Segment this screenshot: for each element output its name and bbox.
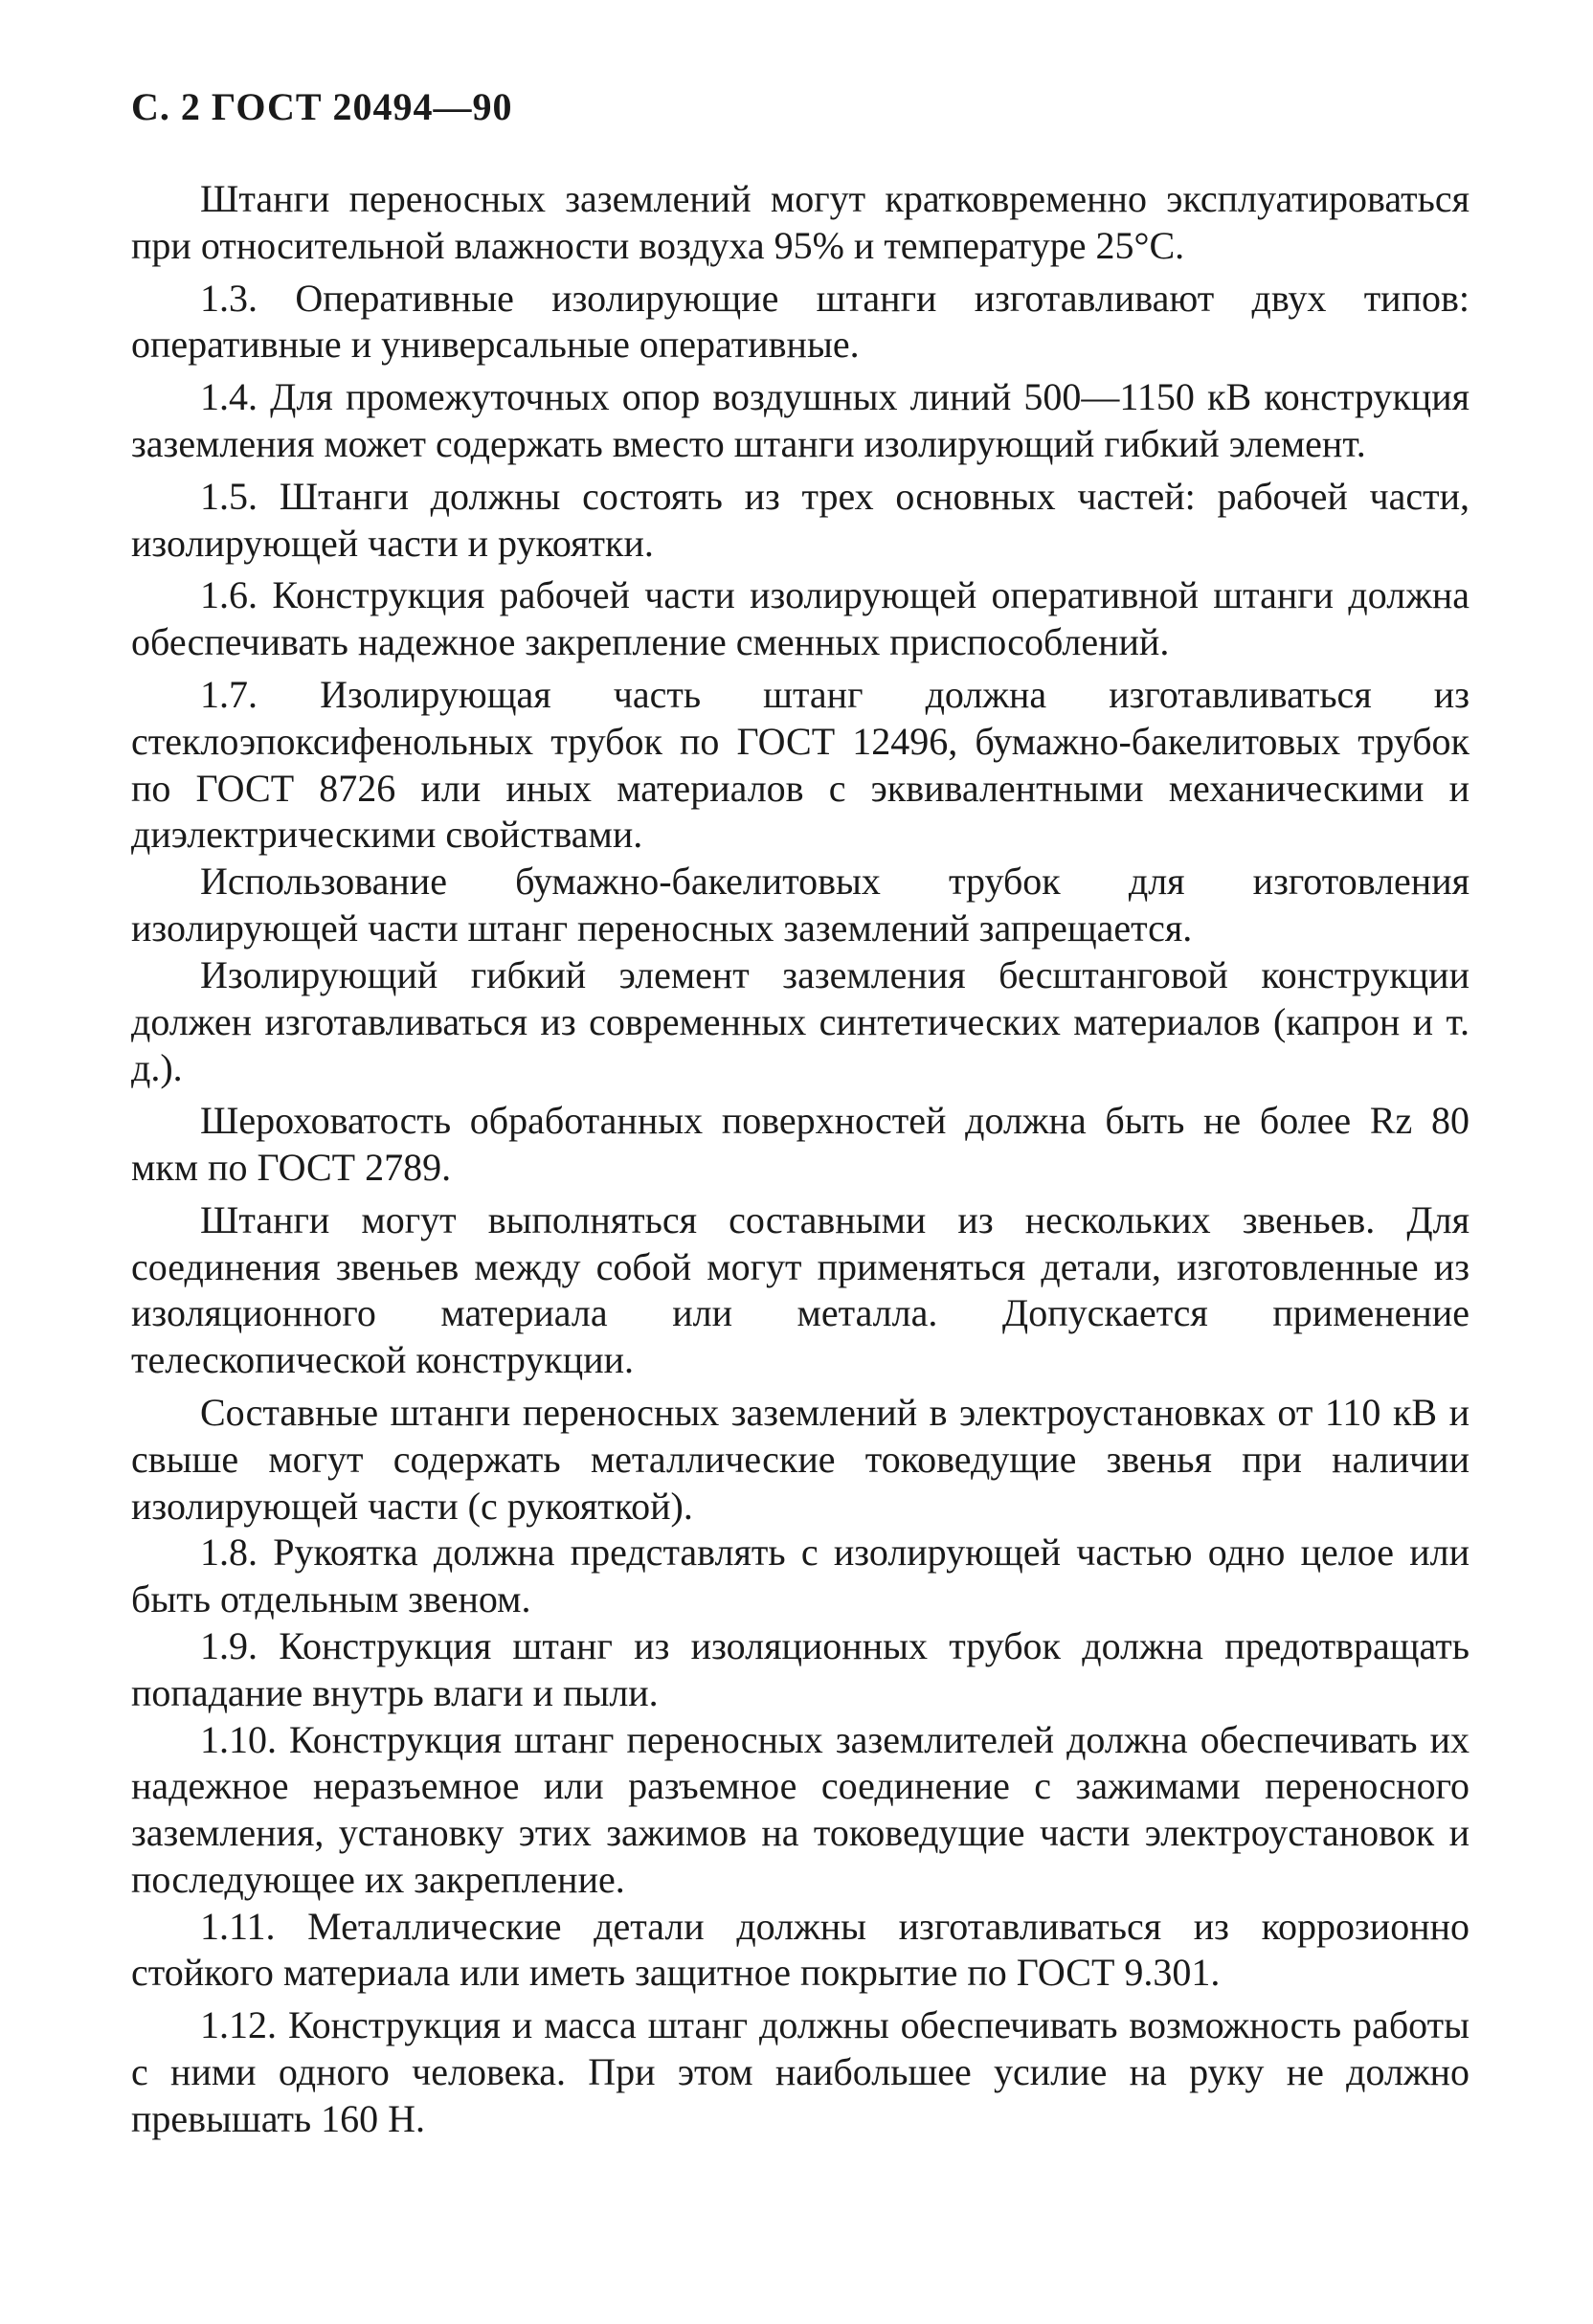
page-header: С. 2 ГОСТ 20494—90 xyxy=(131,85,513,128)
paragraph-1-7-bakelite: Использование бумажно-бакелитовых трубок для изготовления изолирующей части штанг переносных заземлений запрещается. xyxy=(131,860,1470,950)
paragraph-1-7-composite: Составные штанги переносных заземлений в электроустановках от 110 кВ и свыше могут содержать металлические токоведущие звенья при наличии изолирующей части (с рукояткой). xyxy=(131,1390,1470,1528)
document-body xyxy=(131,176,1470,2143)
paragraph-1-9: 1.9. Конструкция штанг из изоляционных трубок должна предотвращать попадание внутрь влаги и пыли. xyxy=(131,1623,1470,1714)
paragraph-humidity: Штанги переносных заземлений могут кратковременно эксплуатироваться при относительной влажности воздуха 95% и температуре 25°С. xyxy=(131,177,1470,267)
paragraph-1-10: 1.10. Конструкция штанг переносных заземлителей должна обеспечивать их надежное неразъемное или разъемное соединение с зажимами переносного заземления, установку этих зажимов на токоведущие части электроустановок и последующее их закрепление. xyxy=(131,1717,1470,1901)
paragraph-1-3: 1.3. Оперативные изолирующие штанги изготавливают двух типов: оперативные и универсальные оперативные. xyxy=(131,276,1470,367)
paragraph-1-8: 1.8. Рукоятка должна представлять с изолирующей частью одно целое или быть отдельным звеном. xyxy=(131,1531,1470,1621)
paragraph-1-5: 1.5. Штанги должны состоять из трех основных частей: рабочей части, изолирующей части и рукоятки. xyxy=(131,474,1470,565)
paragraph-1-7-flexible: Изолирующий гибкий элемент заземления бесштанговой конструкции должен изготавливаться из современных синтетических материалов (капрон и т. д.). xyxy=(131,952,1470,1090)
paragraph-1-12: 1.12. Конструкция и масса штанг должны обеспечивать возможность работы с ними одного человека. При этом наибольшее усилие на руку не должно превышать 160 Н. xyxy=(131,2003,1470,2140)
paragraph-1-7-sections: Штанги могут выполняться составными из нескольких звеньев. Для соединения звеньев между собой могут применяться детали, изготовленные из изоляционного материала или металла. Допускается применение телескопической конструкции. xyxy=(131,1197,1470,1382)
paragraph-1-7: 1.7. Изолирующая часть штанг должна изготавливаться из стеклоэпоксифенольных трубок по ГОСТ 12496, бумажно-бакелитовых трубок по ГОСТ 8726 или иных материалов с эквивалентными механическими и диэлектрическими свойствами. xyxy=(131,672,1470,857)
paragraph-1-7-roughness: Шероховатость обработанных поверхностей должна быть не более Rz 80 мкм по ГОСТ 2789. xyxy=(131,1099,1470,1189)
paragraph-1-4: 1.4. Для промежуточных опор воздушных линий 500—1150 кВ конструкция заземления может содержать вместо штанги изолирующий гибкий элемент. xyxy=(131,375,1470,465)
paragraph-1-6: 1.6. Конструкция рабочей части изолирующей оперативной штанги должна обеспечивать надежное закрепление сменных приспособлений. xyxy=(131,573,1470,664)
paragraph-1-11: 1.11. Металлические детали должны изготавливаться из коррозионно стойкого материала или иметь защитное покрытие по ГОСТ 9.301. xyxy=(131,1904,1470,1995)
